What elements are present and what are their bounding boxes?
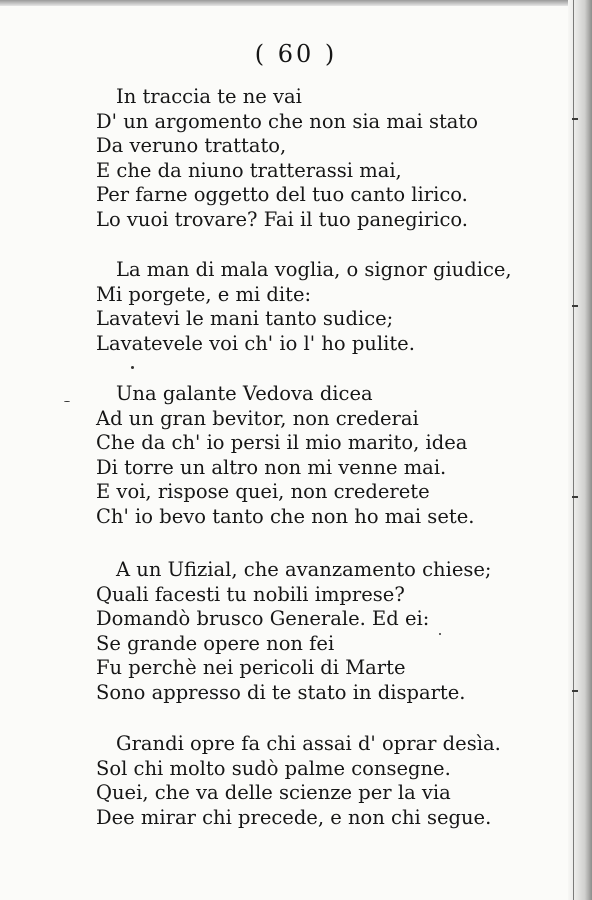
stanza-5 bbox=[96, 732, 501, 830]
binding-fold-line bbox=[573, 0, 574, 900]
verse-line: Lavatevele voi ch' io l' ho pulite. bbox=[96, 331, 415, 355]
verse-line: Una galante Vedova dicea bbox=[116, 382, 373, 405]
verse-line: Di torre un altro non mi venne mai. bbox=[96, 455, 447, 479]
verse-line: E che da niuno tratterassi mai, bbox=[96, 158, 402, 182]
verse-line: Lavatevi le mani tanto sudice; bbox=[96, 307, 394, 330]
verse-line: Dee mirar chi precede, e non chi segue. bbox=[96, 805, 492, 829]
stanza-4 bbox=[96, 558, 492, 705]
stanza-3 bbox=[96, 382, 474, 529]
verse-line: Da veruno trattato, bbox=[96, 134, 287, 157]
verse-line: Fu perchè nei pericoli di Marte bbox=[96, 656, 406, 679]
verse-line: Lo vuoi trovare? Fai il tuo panegirico. bbox=[96, 207, 468, 231]
verse-line: In traccia te ne vai bbox=[116, 85, 302, 108]
verse-line: D' un argomento che non sia mai stato bbox=[96, 109, 478, 133]
page-top-edge bbox=[0, 0, 592, 6]
stanza-1 bbox=[96, 85, 478, 232]
verse-line: Grandi opre fa chi assai d' oprar desìa. bbox=[116, 732, 501, 755]
verse-line: La man di mala voglia, o signor giudice, bbox=[116, 258, 512, 281]
verse-line: Domandò brusco Generale. Ed ei: bbox=[96, 607, 430, 630]
verse-line: Quei, che va delle scienze per la via bbox=[96, 781, 451, 804]
page-number: ( 60 ) bbox=[254, 40, 338, 68]
binding-stitch bbox=[572, 690, 578, 692]
ink-speck bbox=[131, 366, 134, 369]
verse-line: E voi, rispose quei, non crederete bbox=[96, 480, 430, 503]
verse-line: Ch' io bevo tanto che non ho mai sete. bbox=[96, 504, 475, 528]
verse-line: A un Ufizial, che avanzamento chiese; bbox=[116, 558, 492, 581]
verse-line: Che da ch' io persi il mio marito, idea bbox=[96, 431, 468, 454]
verse-line: Se grande opere non fei bbox=[96, 631, 335, 655]
binding-stitch bbox=[572, 496, 578, 498]
binding-stitch bbox=[572, 305, 578, 307]
verse-line: Mi porgete, e mi dite: bbox=[96, 282, 312, 306]
verse-line: Sono appresso di te stato in disparte. bbox=[96, 680, 466, 704]
verse-line: Quali facesti tu nobili imprese? bbox=[96, 582, 405, 606]
binding-stitch bbox=[572, 118, 578, 120]
stanza-2 bbox=[96, 258, 512, 356]
ink-speck bbox=[64, 401, 70, 402]
verse-line: Sol chi molto sudò palme consegne. bbox=[96, 756, 451, 780]
verse-line: Ad un gran bevitor, non crederai bbox=[96, 406, 419, 430]
book-binding bbox=[568, 0, 592, 900]
verse-line: Per farne oggetto del tuo canto lirico. bbox=[96, 183, 468, 206]
ink-speck bbox=[439, 633, 441, 635]
